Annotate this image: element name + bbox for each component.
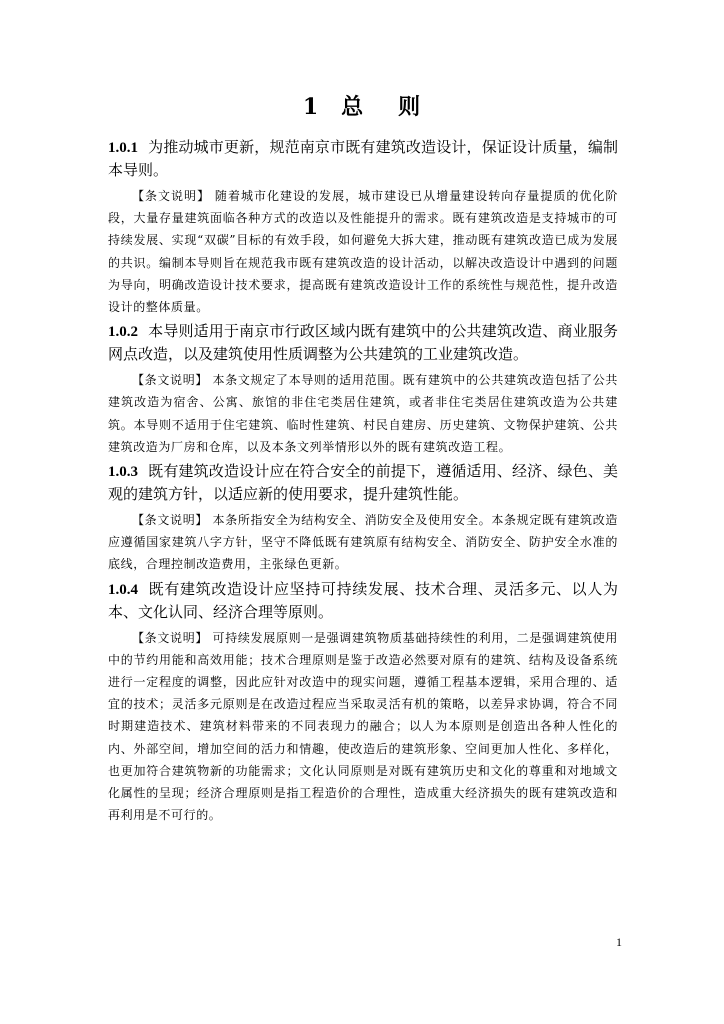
clause-explanation: 【条文说明】 可持续发展原则一是强调建筑物质基础持续性的利用，二是强调建筑使用中的节约用能和高效用能；技术合理原则是鉴于改造必然要对原有的建筑、结构及设备系统进行一定程度的调整，因此应针对改造中的现实问题，遵循工程基本逻辑，采用合理的、适宜的技术；灵活多元原则是在改造过程应当采取灵活有机的策略，以差异求协调，符合不同时期建造技术、建筑材料带来的不同表现力的融合；以人为本原则是创造出各种人性化的内、外部空间，增加空间的活力和情趣，使改造后的建筑形象、空间更加人性化、多样化，也更加符合建筑物新的功能需求；文化认同原则是对既有建筑历史和文化的尊重和对地域文化属性的呈现；经济合理原则是指工程造价的合理性，造成重大经济损失的既有建筑改造和再利用是不可行的。	[108, 630, 618, 823]
clause-text: 为推动城市更新，规范南京市既有建筑改造设计，保证设计质量，编制本导则。	[108, 138, 618, 179]
page-number: 1	[616, 935, 622, 949]
clause-1-0-1	[108, 136, 618, 181]
chapter-number: 1	[302, 94, 320, 120]
clause-explanation: 【条文说明】 本条所指安全为结构安全、消防安全及使用安全。本条规定既有建筑改造应遵循国家建筑八字方针，坚守不降低既有建筑原有结构安全、消防安全、防护安全水准的底线，合理控制改造费用，主张绿色更新。	[108, 513, 618, 572]
clause-explanation: 【条文说明】 本条文规定了本导则的适用范围。既有建筑中的公共建筑改造包括了公共建筑改造为宿舍、公寓、旅馆的非住宅类居住建筑，或者非住宅类居住建筑改造为公共建筑。本导则不适用于住宅建筑、临时性建筑、村民自建房、历史建筑、文物保护建筑、公共建筑改造为厂房和仓库，以及本条文列举情形以外的既有建筑改造工程。	[108, 373, 618, 454]
clause-text: 本导则适用于南京市行政区域内既有建筑中的公共建筑改造、商业服务网点改造，以及建筑使用性质调整为公共建筑的工业建筑改造。	[108, 322, 618, 364]
clause-1-0-2	[108, 320, 618, 365]
chapter-content	[108, 136, 618, 827]
chapter-title-part1: 总	[341, 94, 365, 120]
clause-1-0-3	[108, 460, 618, 505]
chapter-title	[0, 93, 724, 121]
clause-number: 1.0.2	[108, 324, 138, 341]
clause-number: 1.0.4	[108, 581, 138, 598]
clause-number: 1.0.3	[108, 464, 138, 481]
clause-explanation: 【条文说明】 随着城市化建设的发展，城市建设已从增量建设转向存量提质的优化阶段，大量存量建筑面临各种方式的改造以及性能提升的需求。既有建筑改造是支持城市的可持续发展、实现“双碳”目标的有效手段，如何避免大拆大建，推动既有建筑改造已成为发展的共识。编制本导则旨在规范我市既有建筑改造的设计活动，以解决改造设计中遇到的问题为导向，明确改造设计技术要求，提高既有建筑改造设计工作的系统性与规范性，提升改造设计的整体质量。	[108, 189, 618, 315]
clause-number: 1.0.1	[108, 140, 138, 156]
clause-text: 既有建筑改造设计应在符合安全的前提下，遵循适用、经济、绿色、美观的建筑方针，以适应新的使用要求，提升建筑性能。	[108, 462, 618, 504]
clause-text: 既有建筑改造设计应坚持可持续发展、技术合理、灵活多元、以人为本、文化认同、经济合理等原则。	[108, 579, 618, 621]
clause-1-0-4	[108, 578, 618, 623]
chapter-title-part2: 则	[398, 94, 422, 120]
